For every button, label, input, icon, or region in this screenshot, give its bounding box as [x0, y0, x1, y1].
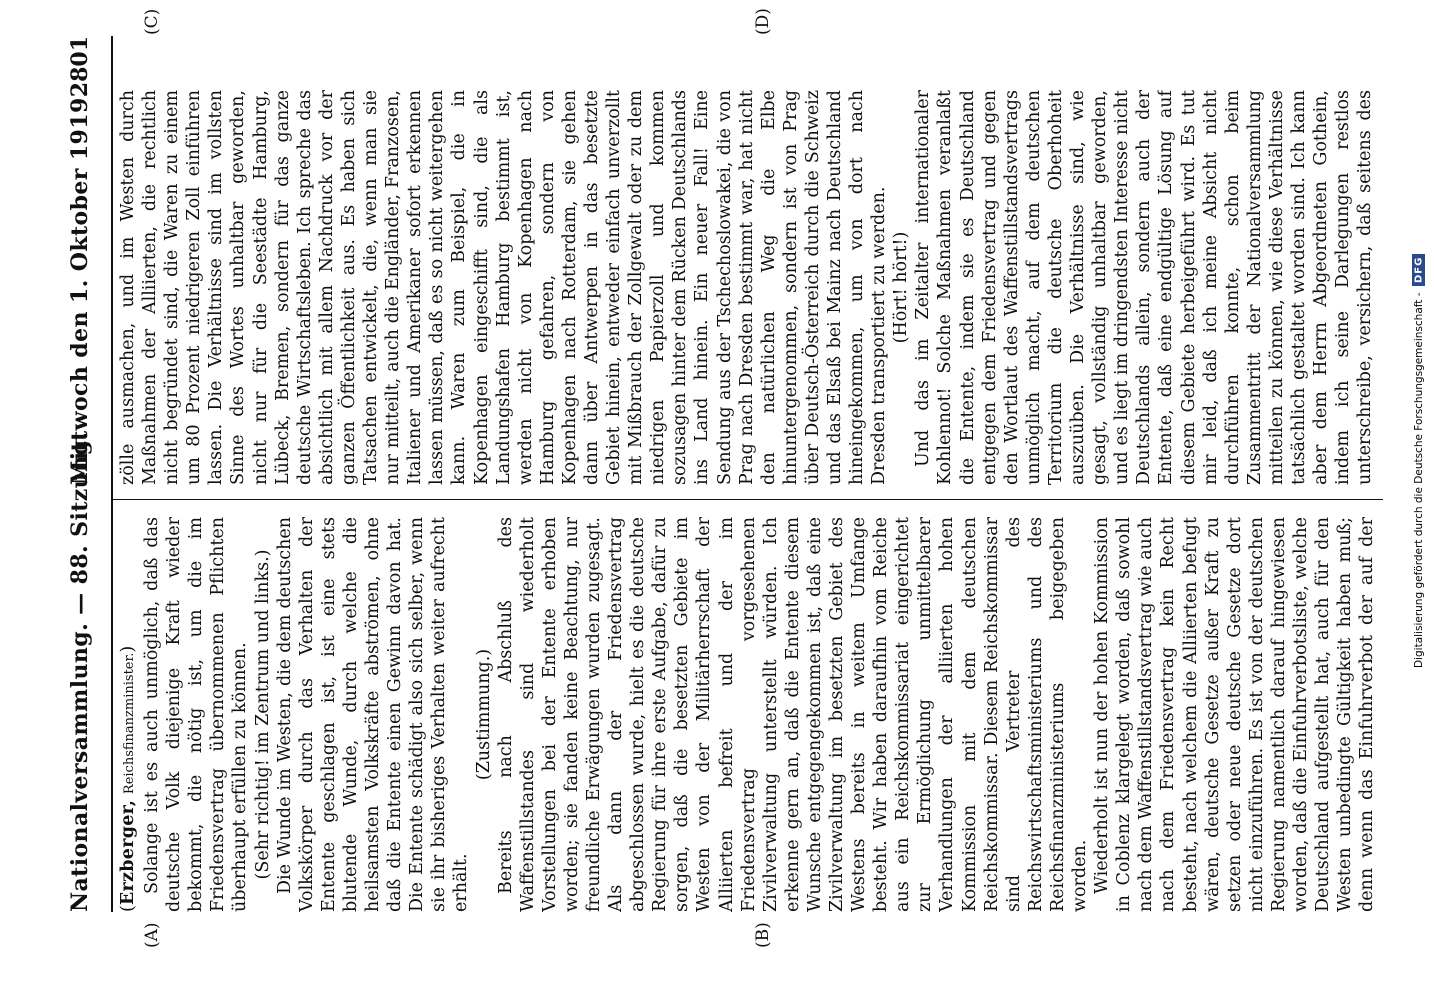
credit-text: Digitalisierung gefördert durch die Deutsche Forschungsgemeinschaft - — [1413, 292, 1425, 668]
header-right: Mittwoch den 1. Oktober 1919. — [67, 89, 93, 485]
paragraph: Wiederholt ist nun der hohen Kommission in Coblenz klargelegt worden, daß sowohl nach dem Waffenstillstandsvertrag wie auch nach dem Friedensvertrag kein Recht besteht, nach welchem die Alliierten befugt wären, deutsche Gesetze außer Kraft zu setzen oder neue deutsche Gesetze dort nicht einzuführen. Es ist von der deutschen Regierung namentlich darauf hingewiesen worden, daß die Einfuhrverbotsliste, welche Deutschland aufgestellt hat, auch für den Westen unbedingte Gültigkeit haben muß; denn wenn das Einfuhrverbot der auf der — [1092, 517, 1377, 912]
paragraph: Und das im Zeitalter internationaler Kohlennot! Solche Maßnahmen veranlaßt die Entente, indem sie es Deutschland entgegen dem Friedensvertrag und gegen den Wortlaut des Waffenstillstandsvertrags unmöglich macht, auf dem deutschen Territorium die deutsche Oberhoheit auszuüben. Die Verhältnisse sind, wie gesagt, vollständig unhaltbar geworden, und es liegt im dringendsten Interesse nicht Deutschlands allein, sondern auch der Entente, daß eine endgültige Lösung auf diesem Gebiete herbeigeführt wird. Es tut mir leid, daß ich meine Absicht nicht durchführen konnte, schon beim Zusammentritt der Nationalversammlung mitteilen zu können, wie diese Verhältnisse tatsächlich gestaltet worden sind. Ich kann aber dem Herrn Abgeordneten Gothein, indem ich seine Darlegungen restlos unterschreibe, versichern, daß seitens des — [913, 90, 1376, 485]
column-left — [117, 517, 1377, 912]
margin-mark-a: (A) — [142, 922, 162, 948]
speaker-line: (Erzberger, Reichsfinanzminister.) — [118, 645, 138, 912]
page-number: 2801 — [67, 36, 93, 98]
column-right — [117, 90, 1377, 485]
margin-mark-b: (B) — [753, 922, 773, 948]
column-divider — [113, 499, 1383, 500]
speaker-role: Reichsfinanzminister. — [122, 652, 137, 795]
document-page — [17, 0, 1417, 1000]
interjection: (Sehr richtig! im Zentrum und links.) — [252, 549, 273, 880]
digitization-credit — [1406, 8, 1432, 668]
header-left: Nationalversammlung. — 88. Sitzung. — [67, 431, 93, 912]
header-rule — [111, 36, 113, 912]
page-header — [69, 0, 109, 1000]
paragraph: Bereits nach Abschluß des Waffenstillstandes sind wiederholt Vorstellungen bei der Entente erhoben worden; sie fanden keine Beachtung, nur freundliche Erwägungen wurden zugesagt. Als dann der Friedensvertrag abgeschlossen wurde, hielt es die deutsche Regierung für ihre erste Aufgabe, dafür zu sorgen, daß die besetzten Gebiete im Westen von der Militärherrschaft der Alliierten befreit und der im Friedensvertrag vorgesehenen Zivilverwaltung unterstellt würden. Ich erkenne gern an, daß die Entente diesem Wunsche entgegengekommen ist, daß eine Zivilverwaltung im besetzten Gebiet des Westens bereits in weitem Umfange besteht. Wir haben daraufhin vom Reiche aus ein Reichskommissariat eingerichtet zur Ermöglichung unmittelbarer Verhandlungen der alliierten hohen Kommission mit dem deutschen Reichskommissar. Diesem Reichskommissar sind Vertreter des Reichswirtschaftsministeriums und des Reichsfinanzministeriums beigegeben worden. — [495, 517, 1091, 912]
paragraph: Die Wunde im Westen, die dem deutschen Volkskörper durch das Verhalten der Entente geschlagen ist, ist eine stets blutende Wunde, durch welche die heilsamsten Volkskräfte abströmen, ohne daß die Entente einen Gewinn davon hat. Die Entente schädigt also sich selber, wenn sie ihr bisheriges Verhalten weiter aufrecht erhält. — [274, 517, 472, 912]
dfg-logo: DFG — [1413, 254, 1426, 286]
margin-mark-c: (C) — [142, 8, 162, 35]
margin-mark-d: (D) — [753, 8, 773, 35]
paragraph: zölle ausmachen, und im Westen durch Maßnahmen der Alliierten, die rechtlich nicht begründet sind, die Waren zu einem um 80 Prozent niedrigeren Zoll einführen lassen. Die Verhältnisse sind im vollsten Sinne des Wortes unhaltbar geworden, nicht nur für die Seestädte Hamburg, Lübeck, Bremen, sondern für das ganze deutsche Wirtschaftsleben. Ich spreche das absichtlich mit allem Nachdruck vor der ganzen Öffentlichkeit aus. Es haben sich Tatsachen entwickelt, die, wenn man sie nur mitteilt, auch die Engländer, Franzosen, Italiener und Amerikaner sofort erkennen lassen müssen, daß es so nicht weitergehen kann. Waren zum Beispiel, die in Kopenhagen eingeschifft sind, die als Landungshafen Hamburg bestimmt ist, werden nicht von Kopenhagen nach Hamburg gefahren, sondern von Kopenhagen nach Rotterdam, sie gehen dann über Antwerpen in das besetzte Gebiet hinein, entweder einfach unverzollt mit Mißbrauch der Zollgewalt oder zu dem niedrigen Papierzoll und kommen sozusagen hinter dem Rücken Deutschlands ins Land hinein. Ein neuer Fall! Eine Sendung aus der Tschechoslowakei, die von Prag nach Dresden bestimmt war, hat nicht den natürlichen Weg die Elbe hinuntergenommen, sondern ist von Prag über Deutsch-Österreich durch die Schweiz und das Elsaß bei Mainz nach Deutschland hineingekommen, um von dort nach Dresden transportiert zu werden. — [118, 90, 890, 485]
paragraph: Solange ist es auch unmöglich, daß das deutsche Volk diejenige Kraft wieder bekommt, die nötig ist, um die im Friedensvertrag übernommenen Pflichten überhaupt erfüllen zu können. — [142, 517, 251, 912]
interjection: (Zustimmung.) — [473, 648, 494, 781]
interjection: (Hört! hört!) — [891, 231, 912, 344]
speaker-name: Erzberger, — [118, 799, 138, 906]
